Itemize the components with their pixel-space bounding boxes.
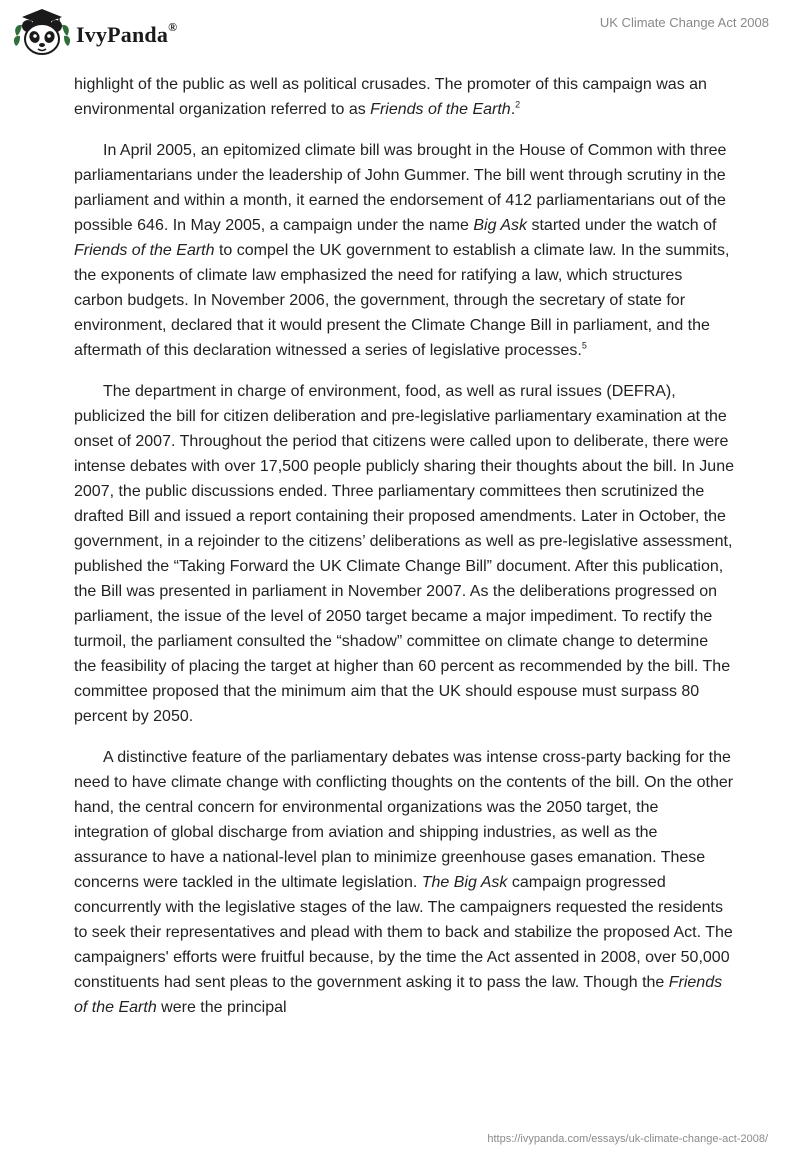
paragraph-2: In April 2005, an epitomized climate bill was brought in the House of Common with three parliamentarians under the leadership of John Gummer. The bill went through scrutiny in the parliament and within a month, it earned the endorsement of 412 parliamentarians out of the possible 646. In May 2005, a campaign under the name Big Ask started under the watch of Friends of the Earth to compel the UK government to establish a climate law. In the summits, the exponents of climate law emphasized the need for ratifying a law, which structures carbon budgets. In November 2006, the government, through the secretary of state for environment, declared that it would present the Climate Change Bill in parliament, and the aftermath of this declaration witnessed a series of legislative processes.$^5$ bbox=[74, 142, 730, 359]
essay-body bbox=[74, 72, 734, 1036]
footnote-ref: 5 bbox=[581, 340, 587, 351]
paragraph-1: highlight of the public as well as political crusades. The promoter of this campaign was an environmental organization referred to as Friends of the Earth.$^2$ bbox=[74, 76, 707, 118]
ivypanda-logo[interactable] bbox=[12, 6, 177, 58]
panda-graduate-icon bbox=[12, 6, 72, 58]
document-title: UK Climate Change Act 2008 bbox=[599, 15, 769, 30]
footnote-ref: 2 bbox=[515, 99, 521, 110]
logo-text: IvyPanda® bbox=[76, 20, 178, 47]
paragraph-4: A distinctive feature of the parliamentary debates was intense cross-party backing for the need to have climate change with conflicting thoughts on the contents of the bill. On the other hand, the central concern for environmental organizations was the 2050 target, the integration of global discharge from aviation and shipping industries, as well as the assurance to have a national-level plan to minimize greenhouse gases emanation. These concerns were tackled in the ultimate legislation. The Big Ask campaign progressed concurrently with the legislative stages of the law. The campaigners requested the residents to seek their representatives and plead with them to back and stabilize the proposed Act. The campaigners' efforts were fruitful because, by the time the Act assented in 2008, over 50,000 constituents had sent pleas to the government asking it to pass the law. Though the Friends of the Earth were the principal bbox=[74, 749, 734, 1016]
paragraph-3: The department in charge of environment, food, as well as rural issues (DEFRA), publicized the bill for citizen deliberation and pre-legislative parliamentary examination at the onset of 2007. Throughout the period that citizens were called upon to deliberate, there were intense debates with over 17,500 people publicly sharing their thoughts about the bill. In June 2007, the public discussions ended. Three parliamentary committees then scrutinized the drafted Bill and issued a report containing their proposed amendments. Later in October, the government, in a rejoinder to the citizens’ deliberations as well as pre-legislative assessment, published the “Taking Forward the UK Climate Change Bill” document. After this publication, the Bill was presented in parliament in November 2007. As the deliberations progressed on parliament, the issue of the level of 2050 target became a major impediment. To rectify the turmoil, the parliament consulted the “shadow” committee on climate change to determine the feasibility of placing the target at higher than 60 percent as recommended by the bill. The committee proposed that the minimum aim that the UK should espouse must surpass 80 percent by 2050. bbox=[74, 383, 734, 725]
page-header bbox=[0, 0, 800, 64]
source-url-link[interactable]: https://ivypanda.com/essays/uk-climate-change-act-2008/ bbox=[487, 1133, 768, 1145]
